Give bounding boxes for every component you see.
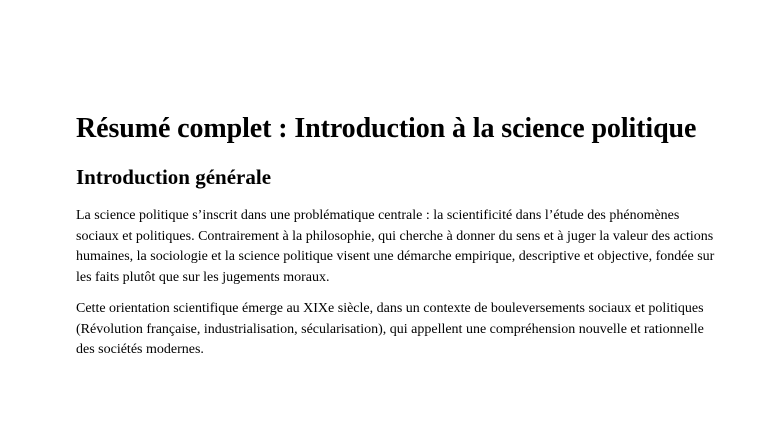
section-heading: Introduction générale xyxy=(76,165,272,189)
document-title: Résumé complet : Introduction à la science politique xyxy=(76,113,697,144)
intro-paragraph-1: La science politique s’inscrit dans une problématique centrale : la scientificité dans l’étude des phénomènes sociaux et politiques. Contrairement à la philosophie, qui cherche à donner du sens et à juger la valeur des actions humaines, la sociologie et la science politique visent une démarche empirique, descriptive et objective, fondée sur les faits plutôt que sur les jugements moraux. xyxy=(76,208,715,285)
document-body xyxy=(76,112,716,361)
intro-paragraph-2: Cette orientation scientifique émerge au XIXe siècle, dans un contexte de bouleversements sociaux et politiques (Révolution française, industrialisation, sécularisation), qui appellent une compréhension nouvelle et rationnelle des sociétés modernes. xyxy=(76,301,704,357)
